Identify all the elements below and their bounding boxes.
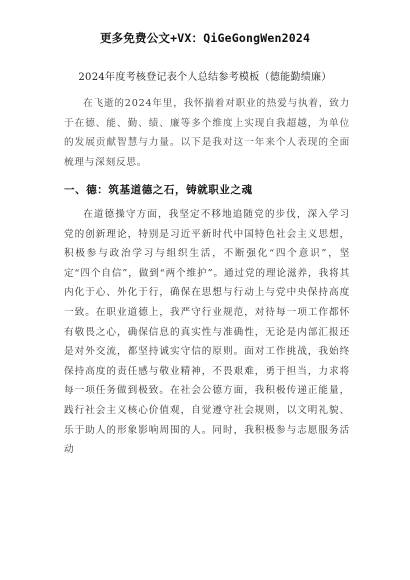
watermark-header: 更多免费公文+VX：QiGeGongWen2024	[99, 31, 311, 45]
section-body-paragraph: 在道德操守方面，我坚定不移地追随党的步伐，深入学习党的创新理论，特别是习近平新时代中国特色社会主义思想，积极参与政治学习与组织生活，不断强化“四个意识”，坚定“四个自信”，做到“两个维护”。通过党的理论滋养，我将其内化于心、外化于行，确保在思想与行动上与党中央保持高度一致。在职业道德上，我严守行业规范，对待每一项工作都怀有敬畏之心，确保信息的真实性与准确性，无论是内部汇报还是对外交流，都坚持诚实守信的原则。面对工作挑战，我始终保持高度的责任感与敬业精神，不畏艰难，勇于担当，力求将每一项任务做到极致。在社会公德方面，我积极传递正能量，践行社会主义核心价值观，自觉遵守社会规则，以文明礼貌、乐于助人的形象影响周围的人。同时，我积极参与志愿服务活动	[64, 209, 350, 456]
document-title: 2024年度考核登记表个人总结参考模板（德能勤绩廉）	[78, 72, 332, 83]
section-heading: 一、德：筑基道德之石，铸就职业之魂	[64, 184, 253, 196]
intro-paragraph: 在飞逝的2024年里，我怀揣着对职业的热爱与执着，致力于在德、能、勤、绩、廉等多个维度上实现自我超越，为单位的发展贡献智慧与力量。以下是我对这一年来个人表现的全面梳理与深刻反思。	[64, 98, 350, 168]
